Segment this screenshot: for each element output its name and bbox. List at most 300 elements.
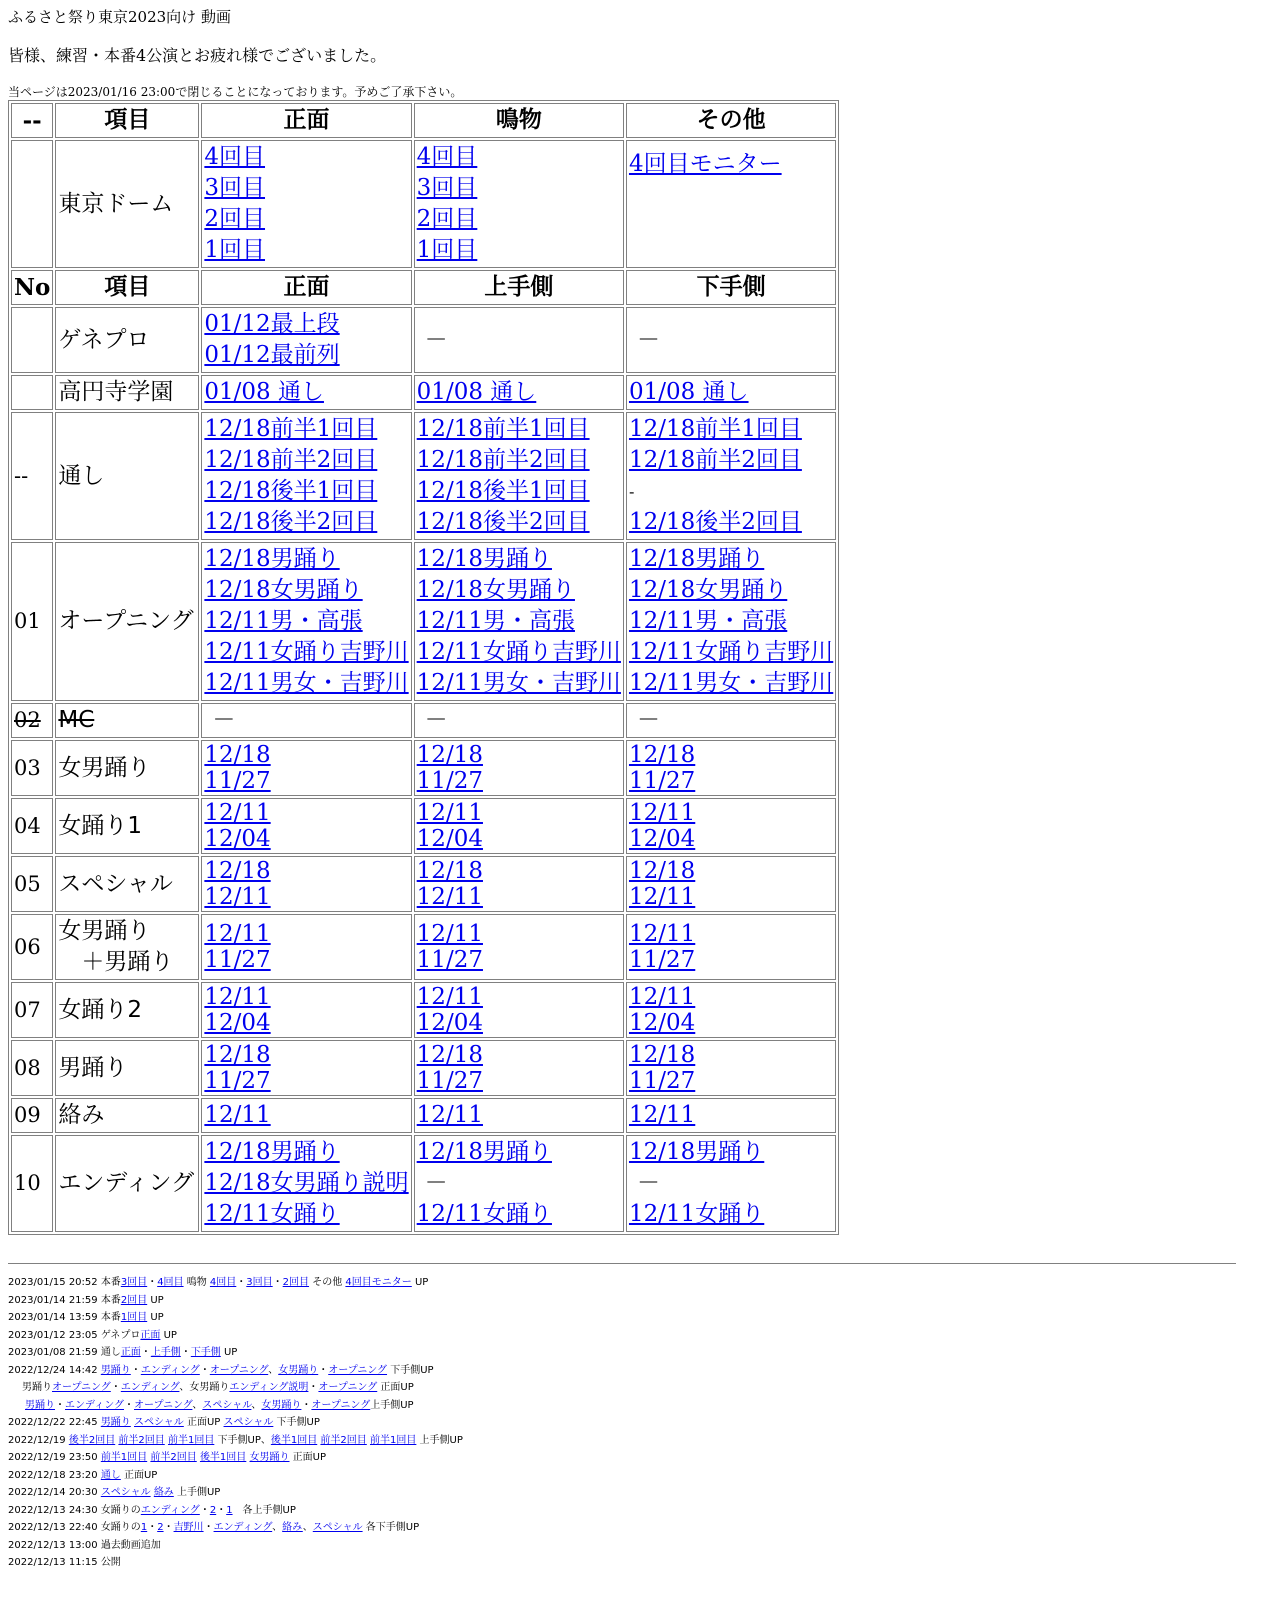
row-item xyxy=(55,1098,199,1133)
row-item xyxy=(55,740,199,796)
log-link[interactable]: 前半2回目 xyxy=(150,1452,197,1463)
log-link[interactable]: 女男踊り xyxy=(278,1364,319,1376)
log-link[interactable]: 1 xyxy=(140,1522,148,1533)
divider xyxy=(8,1263,1236,1264)
empty-mark: － xyxy=(212,707,236,733)
log-text: UP xyxy=(220,1347,238,1358)
video-link[interactable]: 12/18 xyxy=(628,742,696,768)
video-link[interactable]: 2回目 xyxy=(204,206,266,232)
video-link[interactable]: 12/18女男踊り説明 xyxy=(204,1170,409,1196)
video-link[interactable]: 11/27 xyxy=(416,1068,483,1094)
log-text: ・ xyxy=(236,1277,247,1288)
video-link[interactable]: 12/18 xyxy=(628,858,696,884)
video-link[interactable]: 12/11 xyxy=(628,921,696,947)
table-row xyxy=(11,307,836,373)
log-line xyxy=(8,1309,1276,1327)
log-text: UP xyxy=(147,1294,164,1306)
log-line xyxy=(8,1519,1276,1537)
log-link[interactable]: エンディング xyxy=(213,1522,273,1533)
video-link[interactable]: 12/11男女・吉野川 xyxy=(204,670,409,696)
row-number: -- xyxy=(11,412,53,540)
log-link[interactable]: オープニング xyxy=(209,1364,269,1376)
video-link[interactable]: 12/11 xyxy=(416,800,483,826)
log-text: ・ xyxy=(55,1399,65,1411)
empty-mark: - xyxy=(628,482,635,501)
video-link[interactable]: 12/11女踊り xyxy=(204,1201,340,1227)
log-link[interactable]: エンディング説明 xyxy=(229,1382,309,1393)
row-item xyxy=(55,982,199,1038)
video-link[interactable]: 01/08 通し xyxy=(628,379,749,405)
video-link[interactable]: 12/11 xyxy=(204,800,271,826)
log-link[interactable]: 前半2回目 xyxy=(118,1434,165,1446)
video-link[interactable]: 12/11 xyxy=(204,884,271,910)
video-link[interactable]: 11/27 xyxy=(628,768,696,794)
header-row-dome xyxy=(11,103,836,138)
link-cell xyxy=(201,375,411,410)
log-text: ・ xyxy=(308,1382,319,1393)
column-header: 鳴物 xyxy=(414,103,624,138)
video-link[interactable]: 12/18前半2回目 xyxy=(204,447,378,473)
link-cell xyxy=(201,740,411,796)
log-text: 2022/12/24 14:42 xyxy=(8,1364,101,1376)
video-link[interactable]: 1回目 xyxy=(204,237,266,263)
table-row xyxy=(11,1135,836,1232)
column-header: -- xyxy=(11,103,53,138)
row-number: 08 xyxy=(11,1040,53,1096)
link-cell xyxy=(626,412,836,540)
video-link[interactable]: 12/18男踊り xyxy=(416,1139,552,1165)
log-text: 、女男踊り xyxy=(179,1382,230,1393)
log-text: 下手側UP、 xyxy=(214,1434,271,1446)
log-link[interactable]: 女男踊り xyxy=(261,1399,302,1411)
table-row xyxy=(11,703,836,738)
log-text: 、 xyxy=(302,1522,313,1533)
log-text: ・ xyxy=(318,1364,329,1376)
log-text: 2022/12/13 24:30 女踊りの xyxy=(8,1504,141,1516)
log-text: 2022/12/13 13:00 過去動画追加 xyxy=(8,1539,161,1551)
log-text: ・ xyxy=(130,1364,141,1376)
log-link[interactable]: スペシャル xyxy=(202,1399,252,1411)
log-link[interactable]: 男踊り xyxy=(100,1364,131,1376)
log-link[interactable]: 4回目モニター xyxy=(345,1277,412,1288)
log-text: 2023/01/08 21:59 通し xyxy=(8,1347,121,1358)
log-link[interactable]: オープニング xyxy=(52,1382,111,1393)
video-link[interactable]: 12/18 xyxy=(204,858,271,884)
empty-mark: － xyxy=(424,1170,448,1196)
link-cell xyxy=(414,412,624,540)
log-link[interactable]: スペシャル xyxy=(223,1417,274,1428)
video-link[interactable]: 12/11女踊り吉野川 xyxy=(628,639,834,665)
link-cell xyxy=(201,914,411,980)
video-link[interactable]: 12/11男・高張 xyxy=(416,608,575,634)
video-link[interactable]: 11/27 xyxy=(204,1068,271,1094)
video-link[interactable]: 12/11 xyxy=(204,921,271,947)
log-link[interactable]: オープニング xyxy=(134,1399,193,1411)
log-text: ・ xyxy=(216,1504,227,1516)
video-link[interactable]: 12/04 xyxy=(416,826,483,852)
video-link[interactable]: 12/18後半2回目 xyxy=(628,509,802,535)
row-item xyxy=(55,703,199,738)
row-item xyxy=(55,375,199,410)
link-cell xyxy=(626,1040,836,1096)
link-cell xyxy=(626,914,836,980)
link-cell xyxy=(626,307,836,373)
video-link[interactable]: 12/18前半1回目 xyxy=(204,416,378,442)
empty-mark: － xyxy=(424,707,448,733)
log-link[interactable]: 絡み xyxy=(153,1487,174,1498)
video-link[interactable]: 12/11 xyxy=(628,884,696,910)
row-item xyxy=(55,1135,199,1232)
log-link[interactable]: スペシャル xyxy=(312,1522,363,1533)
log-line xyxy=(8,1274,1276,1292)
empty-mark: － xyxy=(636,1170,660,1196)
empty-mark: － xyxy=(636,707,660,733)
log-link[interactable]: 3回目 xyxy=(120,1277,148,1288)
video-link[interactable]: 12/18前半1回目 xyxy=(628,416,802,442)
log-link[interactable]: 後半1回目 xyxy=(270,1434,318,1446)
link-cell xyxy=(201,542,411,701)
video-link[interactable]: 01/08 通し xyxy=(416,379,537,405)
video-link[interactable]: 12/11女踊り吉野川 xyxy=(204,639,409,665)
row-number: 10 xyxy=(11,1135,53,1232)
column-header: 項目 xyxy=(55,270,199,305)
video-link[interactable]: 01/12最前列 xyxy=(204,342,340,368)
video-link[interactable]: 4回目モニター xyxy=(628,151,782,177)
video-link[interactable]: 11/27 xyxy=(204,768,271,794)
link-cell xyxy=(201,1098,411,1133)
empty-mark: － xyxy=(636,326,660,353)
column-header: 下手側 xyxy=(626,270,836,305)
log-link[interactable]: スペシャル xyxy=(134,1417,184,1428)
video-link[interactable]: 01/12最上段 xyxy=(204,311,340,337)
log-text: 、 xyxy=(272,1522,283,1533)
video-table xyxy=(8,100,839,1235)
row-item-label: エンディング xyxy=(58,1170,195,1196)
link-cell xyxy=(626,542,836,701)
link-cell xyxy=(201,798,411,854)
table-row xyxy=(11,982,836,1038)
link-cell xyxy=(414,1098,624,1133)
table-row xyxy=(11,740,836,796)
link-cell xyxy=(201,1135,411,1232)
table-row xyxy=(11,914,836,980)
log-line xyxy=(8,1467,1276,1485)
video-link[interactable]: 12/18後半2回目 xyxy=(204,509,378,535)
log-text: 2022/12/18 23:20 xyxy=(8,1469,101,1481)
video-link[interactable]: 12/18後半2回目 xyxy=(416,509,590,535)
link-cell xyxy=(201,307,411,373)
video-link[interactable]: 12/18男踊り xyxy=(416,546,552,572)
video-link[interactable]: 12/04 xyxy=(628,1010,696,1036)
row-item-label: 高円寺学園 xyxy=(58,379,174,405)
link-cell xyxy=(414,1135,624,1232)
link-cell xyxy=(626,703,836,738)
row-number: 04 xyxy=(11,798,53,854)
row-number: 09 xyxy=(11,1098,53,1133)
video-link[interactable]: 12/04 xyxy=(416,1010,483,1036)
log-text: 、 xyxy=(192,1399,203,1411)
log-link[interactable]: 上手側 xyxy=(150,1347,181,1358)
video-link[interactable]: 12/18前半2回目 xyxy=(628,447,802,473)
log-link[interactable]: 吉野川 xyxy=(173,1522,204,1533)
video-link[interactable]: 12/11 xyxy=(628,1102,696,1128)
log-link[interactable]: 前半1回目 xyxy=(100,1452,148,1463)
log-line xyxy=(8,1379,1276,1397)
header-row-practice xyxy=(11,270,836,305)
row-number: 06 xyxy=(11,914,53,980)
row-number xyxy=(11,375,53,410)
row-tokyo-dome xyxy=(11,140,836,268)
video-link[interactable]: 12/11男・高張 xyxy=(204,608,363,634)
log-link[interactable]: スペシャル xyxy=(100,1487,151,1498)
log-text: ・ xyxy=(180,1347,191,1358)
table-row xyxy=(11,856,836,912)
video-link[interactable]: 12/18男踊り xyxy=(628,1139,765,1165)
log-link[interactable]: エンディング xyxy=(65,1399,124,1411)
log-text: ・ xyxy=(163,1522,174,1533)
log-link[interactable]: 通し xyxy=(100,1469,121,1481)
link-cell xyxy=(414,740,624,796)
row-item-label: 女男踊り xyxy=(58,918,151,944)
log-link[interactable]: 前半2回目 xyxy=(320,1434,367,1446)
video-link[interactable]: 12/18前半1回目 xyxy=(416,416,590,442)
log-link[interactable]: 2回目 xyxy=(282,1277,310,1288)
log-link[interactable]: エンディング xyxy=(140,1364,200,1376)
video-link[interactable]: 12/11女踊り xyxy=(416,1201,552,1227)
link-cell xyxy=(626,856,836,912)
row-item-label: 絡み xyxy=(58,1102,105,1128)
video-link[interactable]: 12/11 xyxy=(416,984,483,1010)
video-link[interactable]: 12/11 xyxy=(628,984,696,1010)
row-number: 02 xyxy=(11,703,53,738)
video-link[interactable]: 4回目 xyxy=(204,144,266,170)
log-text: ・ xyxy=(301,1399,312,1411)
link-cell xyxy=(414,542,624,701)
log-link[interactable]: オープニング xyxy=(311,1399,371,1411)
log-link[interactable]: 2 xyxy=(157,1522,164,1533)
link-cell xyxy=(414,307,624,373)
log-link[interactable]: エンディング xyxy=(140,1504,200,1516)
log-line xyxy=(8,1397,1276,1415)
log-text: 正面UP xyxy=(120,1469,158,1481)
log-text: ・ xyxy=(140,1347,151,1358)
log-link[interactable]: 2 xyxy=(209,1504,217,1516)
link-cell xyxy=(414,798,624,854)
page-title: ふるさと祭り東京2023向け 動画 xyxy=(8,8,231,26)
video-link[interactable]: 11/27 xyxy=(628,1068,696,1094)
video-link[interactable]: 12/18 xyxy=(204,1042,271,1068)
log-link[interactable]: 1回目 xyxy=(120,1312,148,1323)
log-link[interactable]: 4回目 xyxy=(157,1277,184,1288)
column-header: 正面 xyxy=(201,103,411,138)
row-item-label: 男踊り xyxy=(58,1054,128,1081)
log-text: UP xyxy=(411,1277,429,1288)
video-link[interactable]: 01/08 通し xyxy=(204,379,324,405)
video-link[interactable]: 12/11 xyxy=(204,1102,271,1128)
video-link[interactable]: 11/27 xyxy=(204,947,271,973)
video-link[interactable]: 12/18 xyxy=(416,742,483,768)
table-row xyxy=(11,1098,836,1133)
video-link[interactable]: 12/18男踊り xyxy=(204,1139,340,1165)
log-text: 上手側UP xyxy=(370,1399,414,1411)
log-text: ・ xyxy=(199,1504,210,1516)
log-link[interactable]: 女男踊り xyxy=(249,1452,290,1463)
video-link[interactable]: 12/11男女・吉野川 xyxy=(628,670,834,696)
video-link[interactable]: 12/18 xyxy=(204,742,271,768)
log-link[interactable]: 下手側 xyxy=(190,1347,221,1358)
video-link[interactable]: 12/11女踊り吉野川 xyxy=(416,639,621,665)
video-link[interactable]: 11/27 xyxy=(416,947,483,973)
link-cell xyxy=(201,982,411,1038)
column-header: 上手側 xyxy=(414,270,624,305)
video-link[interactable]: 12/18 xyxy=(416,1042,483,1068)
log-link[interactable]: 前半1回目 xyxy=(167,1434,215,1446)
log-text: ・ xyxy=(203,1522,214,1533)
video-link[interactable]: 12/18男踊り xyxy=(204,546,340,572)
row-number xyxy=(11,307,53,373)
row-item-label: 女踊り2 xyxy=(58,996,143,1023)
log-link[interactable]: 男踊り xyxy=(100,1417,131,1428)
video-link[interactable]: 12/18 xyxy=(628,1042,696,1068)
video-link[interactable]: 12/18女男踊り xyxy=(628,577,788,603)
log-link[interactable]: 絡み xyxy=(282,1522,303,1533)
log-text: 、 xyxy=(251,1399,262,1411)
log-link[interactable]: エンディング xyxy=(120,1382,180,1393)
video-link[interactable]: 3回目 xyxy=(416,175,478,201)
link-cell xyxy=(626,375,836,410)
video-link[interactable]: 11/27 xyxy=(628,947,696,973)
log-text: 上手側UP xyxy=(173,1487,221,1498)
log-link[interactable]: 前半1回目 xyxy=(369,1434,417,1446)
link-cell xyxy=(201,412,411,540)
table-row xyxy=(11,798,836,854)
video-link[interactable]: 12/18男踊り xyxy=(628,546,765,572)
video-link[interactable]: 4回目 xyxy=(416,144,478,170)
video-link[interactable]: 12/04 xyxy=(628,826,696,852)
row-item-label: オープニング xyxy=(58,608,194,634)
video-link[interactable]: 3回目 xyxy=(204,175,266,201)
log-line xyxy=(8,1414,1276,1432)
log-text: UP xyxy=(147,1312,164,1323)
log-text: 正面UP xyxy=(377,1382,414,1393)
update-log xyxy=(8,1274,1276,1572)
log-link[interactable]: 正面 xyxy=(140,1329,161,1341)
video-link[interactable]: 12/11 xyxy=(416,1102,483,1128)
video-link[interactable]: 11/27 xyxy=(416,768,483,794)
row-item xyxy=(55,542,199,701)
log-line xyxy=(8,1344,1276,1362)
log-text: UP xyxy=(160,1329,177,1341)
link-cell xyxy=(414,914,624,980)
row-number: 03 xyxy=(11,740,53,796)
log-link[interactable]: 正面 xyxy=(120,1347,141,1358)
log-text: 下手側UP xyxy=(387,1364,434,1376)
log-text: 男踊り xyxy=(22,1382,52,1393)
row-item-label: MC xyxy=(58,707,95,733)
log-text: 各下手側UP xyxy=(362,1522,420,1533)
log-line xyxy=(8,1554,1276,1572)
log-text: 2022/12/19 23:50 xyxy=(8,1452,101,1463)
link-cell xyxy=(626,798,836,854)
video-link[interactable]: 2回目 xyxy=(416,206,478,232)
log-text: 上手側UP xyxy=(416,1434,463,1446)
link-cell xyxy=(414,375,624,410)
log-link[interactable]: 後半1回目 xyxy=(199,1452,247,1463)
video-link[interactable]: 12/18 xyxy=(416,858,483,884)
video-link[interactable]: 12/11 xyxy=(628,800,696,826)
link-cell xyxy=(201,703,411,738)
link-cell xyxy=(414,1040,624,1096)
log-link[interactable]: 後半2回目 xyxy=(68,1434,116,1446)
video-link[interactable]: 12/04 xyxy=(204,826,271,852)
log-text: 、 xyxy=(268,1364,279,1376)
row-number: 07 xyxy=(11,982,53,1038)
log-line xyxy=(8,1537,1276,1555)
log-text: ・ xyxy=(124,1399,134,1411)
link-cell xyxy=(201,1040,411,1096)
row-item xyxy=(55,1040,199,1096)
row-number xyxy=(11,140,53,268)
log-link[interactable]: 4回目 xyxy=(209,1277,237,1288)
log-text: 2023/01/14 21:59 本番 xyxy=(8,1294,121,1306)
video-link[interactable]: 12/11男・高張 xyxy=(628,608,788,634)
video-link[interactable]: 12/11 xyxy=(416,921,483,947)
log-link[interactable]: 3回目 xyxy=(246,1277,273,1288)
log-text: ・ xyxy=(110,1382,121,1393)
row-item-label: 女踊り1 xyxy=(58,812,143,839)
log-link[interactable]: 男踊り xyxy=(25,1399,55,1411)
video-link[interactable]: 12/11女踊り xyxy=(628,1201,765,1227)
video-link[interactable]: 12/18後半1回目 xyxy=(204,478,378,504)
log-text: 2022/12/22 22:45 xyxy=(8,1417,101,1428)
video-link[interactable]: 12/18女男踊り xyxy=(416,577,575,603)
log-link[interactable]: オープニング xyxy=(318,1382,378,1393)
video-link[interactable]: 12/11 xyxy=(204,984,271,1010)
row-item xyxy=(55,412,199,540)
log-text: 2023/01/14 13:59 本番 xyxy=(8,1312,121,1323)
row-item-label: 女男踊り xyxy=(58,754,151,781)
log-text: 2022/12/14 20:30 xyxy=(8,1487,101,1498)
log-line xyxy=(8,1362,1276,1380)
video-link[interactable]: 1回目 xyxy=(416,237,478,263)
table-row xyxy=(11,1040,836,1096)
row-item-label: ゲネプロ xyxy=(58,326,150,353)
video-link[interactable]: 12/18女男踊り xyxy=(204,577,363,603)
table-row xyxy=(11,375,836,410)
video-link[interactable]: 12/18後半1回目 xyxy=(416,478,590,504)
log-link[interactable]: 2回目 xyxy=(120,1294,148,1306)
video-link[interactable]: 12/11男女・吉野川 xyxy=(416,670,621,696)
log-line xyxy=(8,1292,1276,1310)
row-item-label: スペシャル xyxy=(58,870,173,897)
log-line xyxy=(8,1484,1276,1502)
log-link[interactable]: 1 xyxy=(226,1504,233,1516)
closing-notice: 当ページは2023/01/16 23:00で閉じることになっております。予めご了承下さい。 xyxy=(8,85,463,99)
video-link[interactable]: 12/11 xyxy=(416,884,483,910)
video-link[interactable]: 12/18前半2回目 xyxy=(416,447,590,473)
link-cell xyxy=(626,1135,836,1232)
row-item xyxy=(55,798,199,854)
log-text: 下手側UP xyxy=(273,1417,320,1428)
log-text: ・ xyxy=(147,1277,158,1288)
video-link[interactable]: 12/04 xyxy=(204,1010,271,1036)
log-text: ・ xyxy=(199,1364,210,1376)
log-text: 2022/12/13 22:40 女踊りの xyxy=(8,1522,141,1533)
log-line xyxy=(8,1449,1276,1467)
log-link[interactable]: オープニング xyxy=(328,1364,388,1376)
log-text: 正面UP xyxy=(289,1452,327,1463)
link-cell xyxy=(201,856,411,912)
